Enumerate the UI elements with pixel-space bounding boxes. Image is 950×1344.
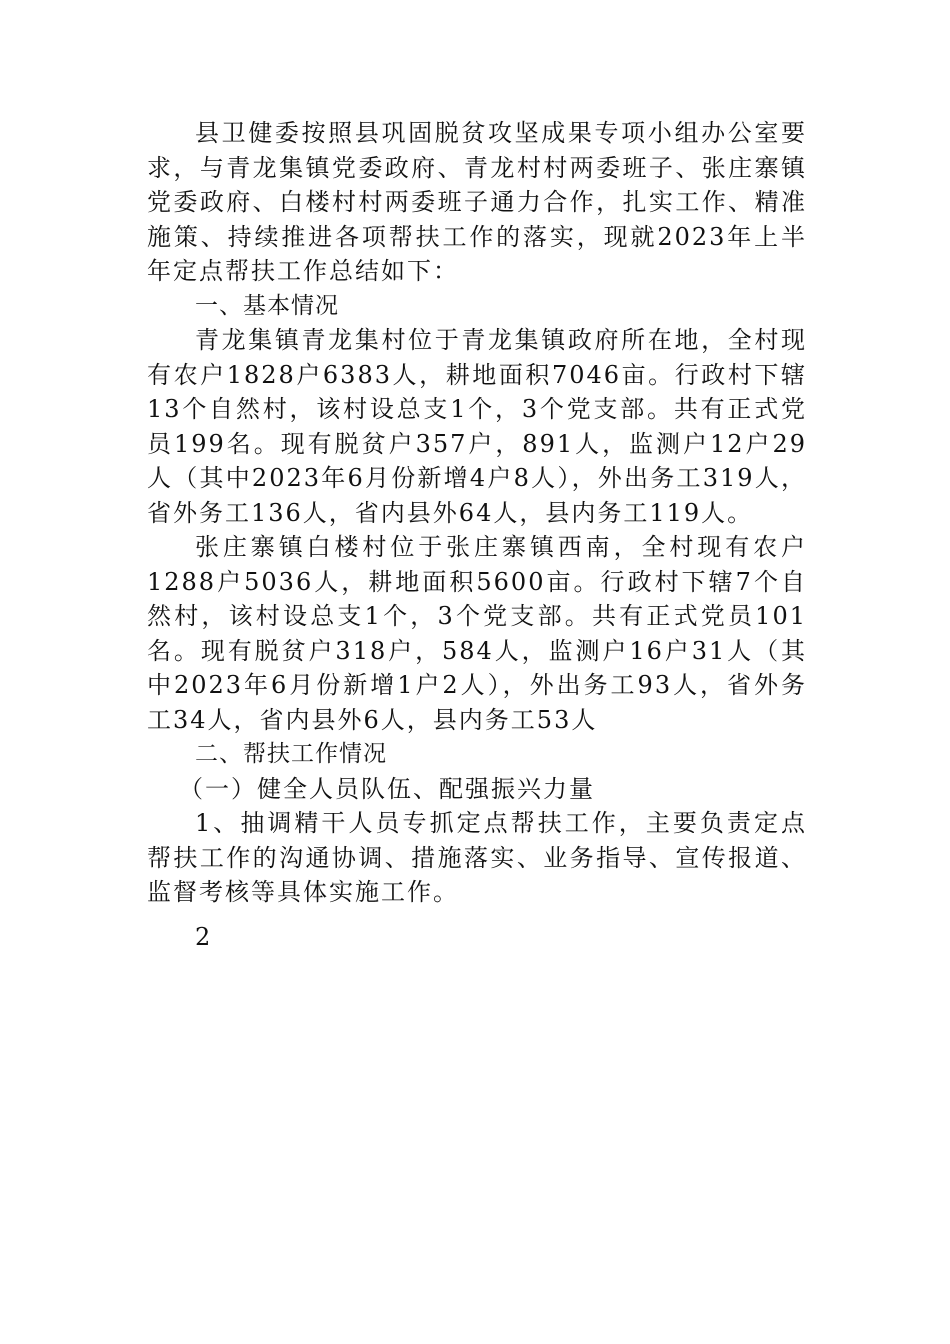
- bailou-village-paragraph: 张庄寨镇白楼村位于张庄寨镇西南，全村现有农户1288户5036人，耕地面积5600亩。行政村下辖7个自然村，该村设总支1个，3个党支部。共有正式党员101名。现有脱贫户318户，584人，监测户16户31人（其中2023年6月份新增1户2人），外出务工93人，省外务工34人，省内县外6人，县内务工53人: [147, 533, 807, 734]
- page-number: 2: [195, 922, 213, 951]
- intro-paragraph: 县卫健委按照县巩固脱贫攻坚成果专项小组办公室要求，与青龙集镇党委政府、青龙村村两委班子、张庄寨镇党委政府、白楼村村两委班子通力合作，扎实工作、精准施策、持续推进各项帮扶工作的落实，现就2023年上半年定点帮扶工作总结如下：: [147, 119, 807, 285]
- item-paragraph-1: 1、抽调精干人员专抓定点帮扶工作，主要负责定点帮扶工作的沟通协调、措施落实、业务指导、宣传报道、监督考核等具体实施工作。: [147, 809, 807, 906]
- subsection-heading-personnel: （一）健全人员队伍、配强振兴力量: [179, 774, 595, 803]
- section-heading-basic-situation: 一、基本情况: [195, 292, 339, 319]
- section-heading-assistance-work: 二、帮扶工作情况: [195, 741, 387, 767]
- document-body: [147, 116, 807, 954]
- qinglongji-village-paragraph: 青龙集镇青龙集村位于青龙集镇政府所在地，全村现有农户1828户6383人，耕地面积7046亩。行政村下辖13个自然村，该村设总支1个，3个党支部。共有正式党员199名。现有脱贫户357户，891人，监测户12户29人（其中2023年6月份新增4户8人），外出务工319人，省外务工136人，省内县外64人，县内务工119人。: [147, 326, 807, 527]
